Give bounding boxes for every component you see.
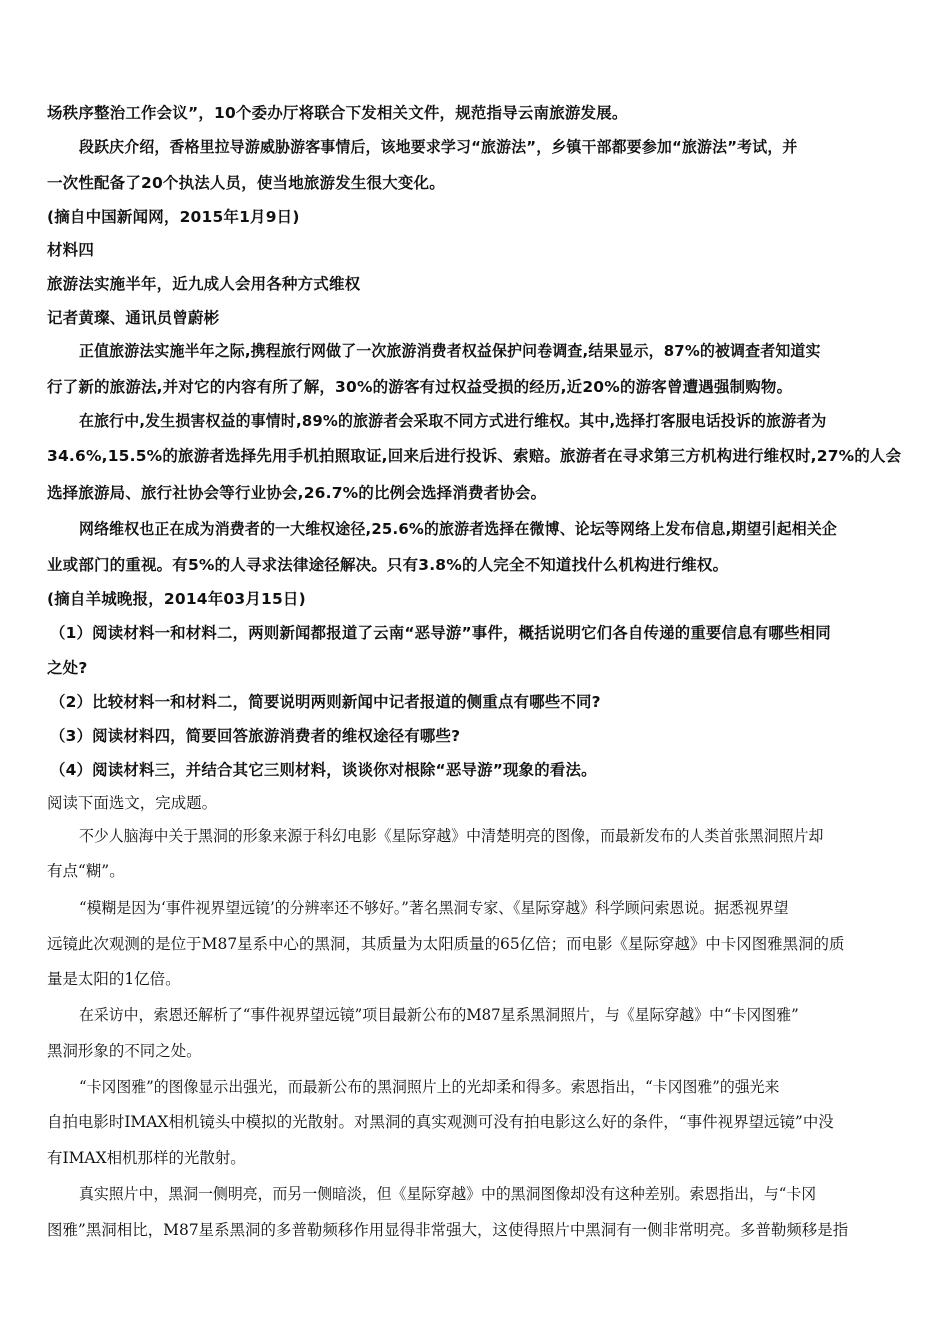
reading-instruction: 阅读下面选文，完成题。 (47, 794, 218, 812)
question-1-line: 之处? (47, 659, 88, 677)
passage-paragraph-line: 有IMAX相机那样的光散射。 (47, 1149, 246, 1167)
material-four-paragraph-line: 选择旅游局、旅行社协会等行业协会,26.7%的比例会选择消费者协会。 (47, 484, 547, 502)
passage-paragraph-line: 在采访中，索恩还解析了“事件视界望远镜”项目最新公布的M87星系黑洞照片，与《星际穿越》中“卡冈图雅” (79, 1006, 799, 1024)
material-four-source: (摘自羊城晚报，2014年03月15日) (47, 590, 306, 608)
material-four-byline: 记者黄璨、通讯员曾蔚彬 (47, 309, 220, 327)
material-three-paragraph-line: 一次性配备了20个执法人员，使当地旅游发生很大变化。 (47, 174, 445, 192)
question-3: （3）阅读材料四，简要回答旅游消费者的维权途径有哪些? (50, 727, 461, 745)
material-four-label: 材料四 (47, 241, 95, 259)
material-four-paragraph-line: 正值旅游法实施半年之际,携程旅行网做了一次旅游消费者权益保护问卷调查,结果显示，87%的被调查者知道实 (79, 342, 821, 360)
passage-paragraph-line: 有点“糊”。 (47, 862, 125, 880)
passage-paragraph-line: “卡冈图雅”的图像显示出强光，而最新公布的黑洞照片上的光却柔和得多。索恩指出，“卡冈图雅”的强光来 (79, 1078, 780, 1096)
material-four-paragraph-line: 业或部门的重视。有5%的人寻求法律途径解决。只有3.8%的人完全不知道找什么机构进行维权。 (47, 556, 729, 574)
passage-paragraph-line: 黑洞形象的不同之处。 (47, 1042, 202, 1060)
material-three-source: (摘自中国新闻网，2015年1月9日) (47, 208, 300, 226)
material-four-headline: 旅游法实施半年，近九成人会用各种方式维权 (47, 275, 361, 293)
passage-paragraph-line: 真实照片中，黑洞一侧明亮，而另一侧暗淡，但《星际穿越》中的黑洞图像却没有这种差别。索恩指出，与“卡冈 (79, 1185, 817, 1203)
passage-paragraph-line: “模糊是因为‘事件视界望远镜’的分辨率还不够好。”著名黑洞专家、《星际穿越》科学顾问索恩说。据悉视界望 (79, 899, 789, 917)
material-four-paragraph-line: 34.6%,15.5%的旅游者选择先用手机拍照取证,回来后进行投诉、索赔。旅游者在寻求第三方机构进行维权时,27%的人会 (47, 447, 902, 465)
passage-paragraph-line: 量是太阳的1亿倍。 (47, 970, 181, 988)
question-1-line: （1）阅读材料一和材料二，两则新闻都报道了云南“恶导游”事件，概括说明它们各自传递的重要信息有哪些相同 (50, 624, 831, 642)
passage-paragraph-line: 自拍电影时IMAX相机镜头中模拟的光散射。对黑洞的真实观测可没有拍电影这么好的条件，“事件视界望远镜”中没 (47, 1113, 834, 1131)
question-4: （4）阅读材料三，并结合其它三则材料，谈谈你对根除“恶导游”现象的看法。 (50, 761, 597, 779)
material-three-paragraph-line: 段跃庆介绍，香格里拉导游威胁游客事情后，该地要求学习“旅游法”，乡镇干部都要参加“旅游法”考试，并 (79, 138, 798, 156)
material-four-paragraph-line: 网络维权也正在成为消费者的一大维权途径,25.6%的旅游者选择在微博、论坛等网络上发布信息,期望引起相关企 (79, 520, 837, 538)
passage-paragraph-line: 远镜此次观测的是位于M87星系中心的黑洞，其质量为太阳质量的65亿倍；而电影《星际穿越》中卡冈图雅黑洞的质 (47, 935, 845, 953)
material-three-continuation: 场秩序整治工作会议”，10个委办厅将联合下发相关文件，规范指导云南旅游发展。 (47, 104, 628, 122)
material-four-paragraph-line: 行了新的旅游法,并对它的内容有所了解，30%的游客有过权益受损的经历,近20%的游客曾遭遇强制购物。 (47, 378, 793, 396)
material-four-paragraph-line: 在旅行中,发生损害权益的事情时,89%的旅游者会采取不同方式进行维权。其中,选择打客服电话投诉的旅游者为 (79, 412, 827, 430)
passage-paragraph-line: 不少人脑海中关于黑洞的形象来源于科幻电影《星际穿越》中清楚明亮的图像，而最新发布的人类首张黑洞照片却 (79, 827, 824, 845)
passage-paragraph-line: 图雅”黑洞相比，M87星系黑洞的多普勒频移作用显得非常强大，这使得照片中黑洞有一侧非常明亮。多普勒频移是指 (47, 1221, 849, 1239)
question-2: （2）比较材料一和材料二，简要说明两则新闻中记者报道的侧重点有哪些不同? (50, 693, 601, 711)
